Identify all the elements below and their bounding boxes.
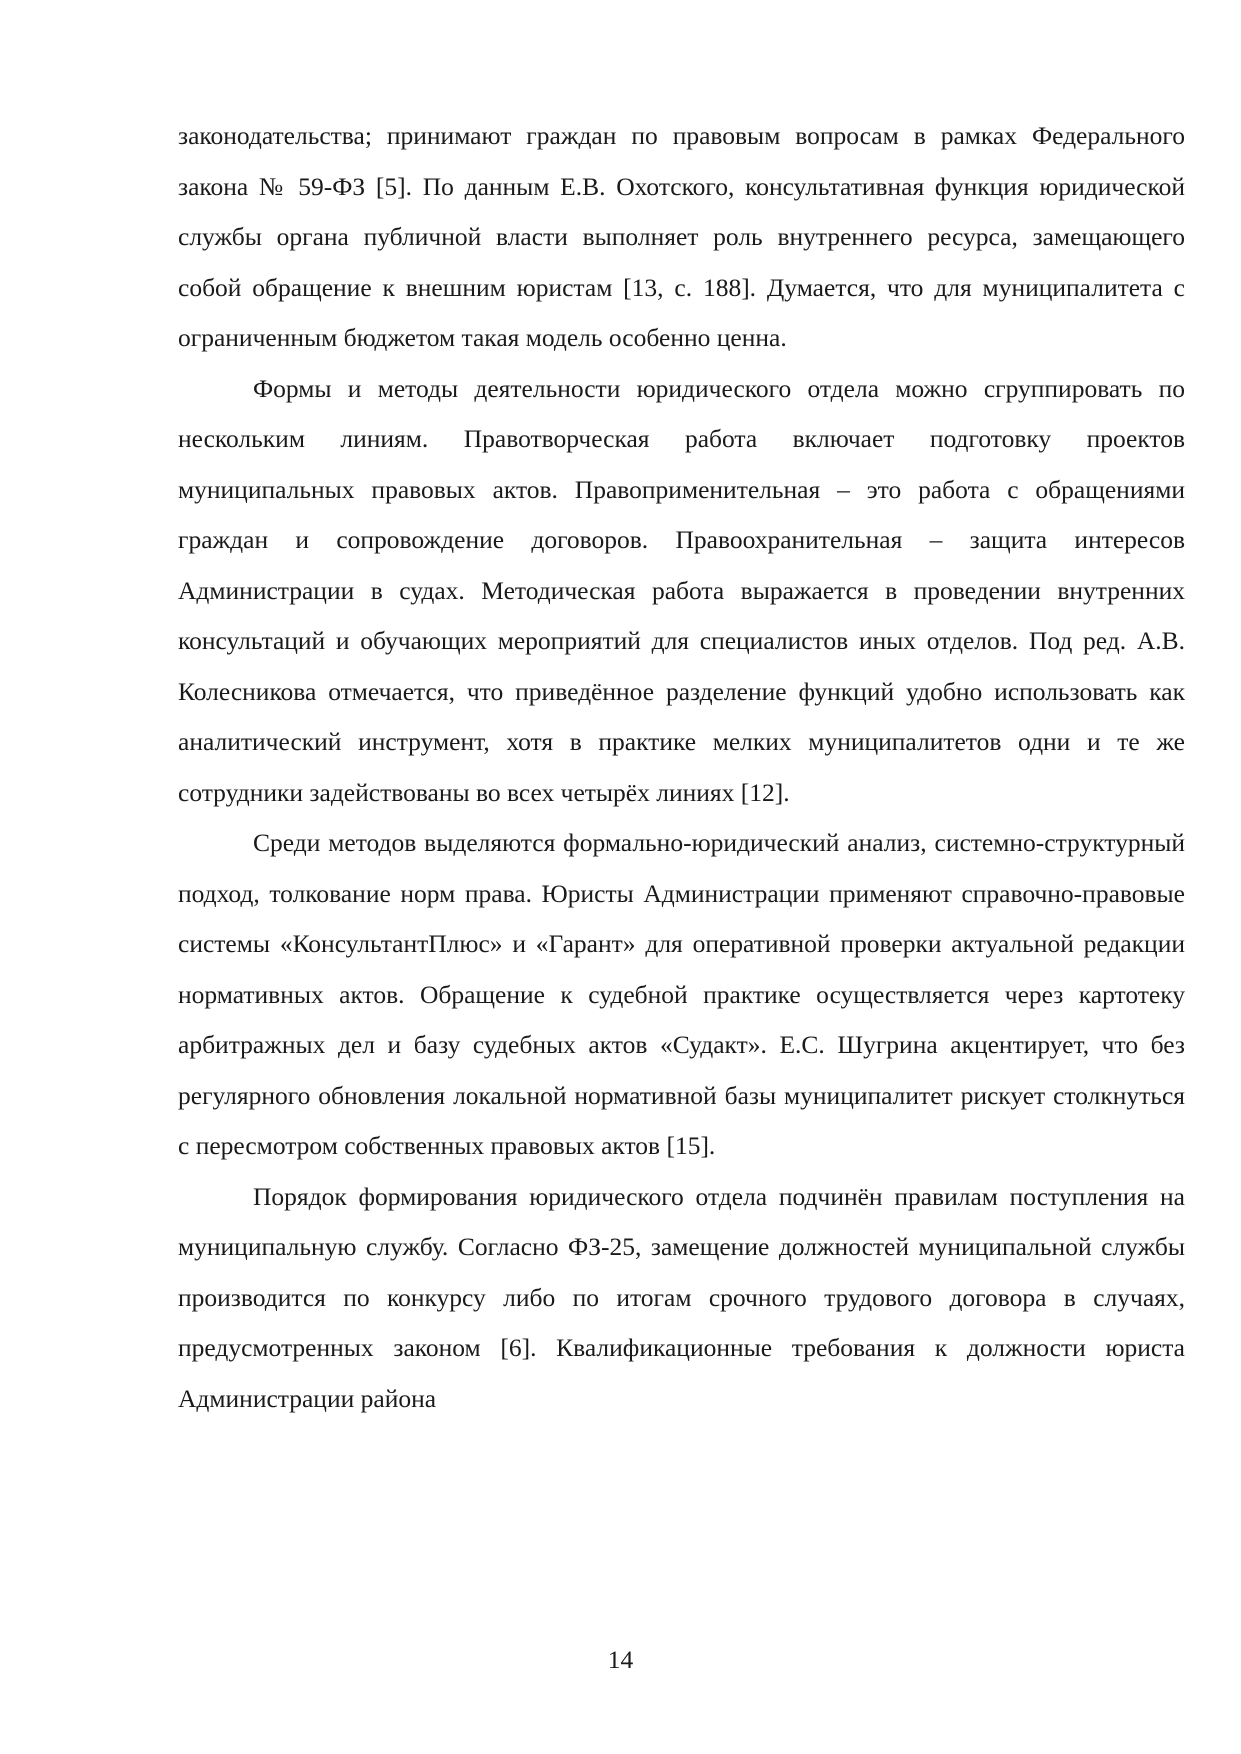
body-text xyxy=(178,111,1185,1424)
page-number: 14 xyxy=(607,1645,634,1674)
paragraph-4: Порядок формирования юридического отдела подчинён правилам поступления на муниципальную службу. Согласно ФЗ-25, замещение должностей муниципальной службы производится по конкурсу либо по итогам срочного трудового договора в случаях, предусмотренных законом [6]. Квалификационные требования к должности юриста Администрации района xyxy=(178,1181,1185,1413)
paragraph-3: Среди методов выделяются формально-юридический анализ, системно-структурный подход, толкование норм права. Юристы Администрации применяют справочно-правовые системы «КонсультантПлюс» и «Гарант» для оперативной проверки актуальной редакции нормативных актов. Обращение к судебной практике осуществляется через картотеку арбитражных дел и базу судебных актов «Судакт». Е.С. Шугрина акцентирует, что без регулярного обновления локальной нормативной базы муниципалитет рискует столкнуться с пересмотром собственных правовых актов [15]. xyxy=(178,828,1185,1160)
paragraph-1: законодательства; принимают граждан по правовым вопросам в рамках Федерального закона № 59-ФЗ [5]. По данным Е.В. Охотского, консультативная функция юридической службы органа публичной власти выполняет роль внутреннего ресурса, замещающего собой обращение к внешним юристам [13, с. 188]. Думается, что для муниципалитета с ограниченным бюджетом такая модель особенно ценна. xyxy=(178,121,1185,352)
paragraph-2: Формы и методы деятельности юридического отдела можно сгруппировать по нескольким линиям. Правотворческая работа включает подготовку проектов муниципальных правовых актов. Правоприменительная – это работа с обращениями граждан и сопровождение договоров. Правоохранительная – защита интересов Администрации в судах. Методическая работа выражается в проведении внутренних консультаций и обучающих мероприятий для специалистов иных отделов. Под ред. А.В. Колесникова отмечается, что приведённое разделение функций удобно использовать как аналитический инструмент, хотя в практике мелких муниципалитетов одни и те же сотрудники задействованы во всех четырёх линиях [12]. xyxy=(178,373,1185,807)
